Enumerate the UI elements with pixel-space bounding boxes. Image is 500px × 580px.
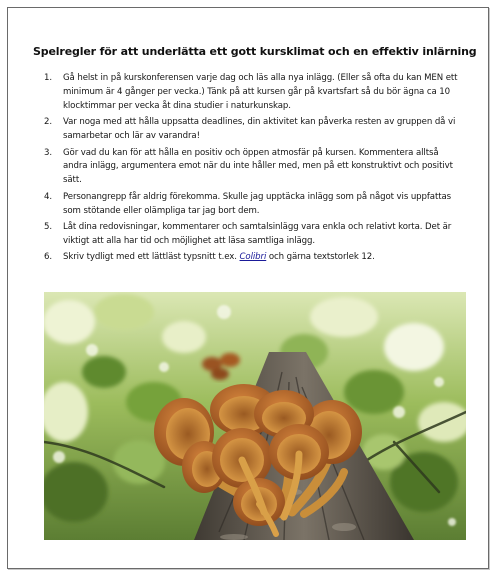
rule-number: 5. <box>44 222 52 233</box>
rule-item <box>44 221 464 249</box>
font-example-link[interactable]: Colibri <box>239 252 267 263</box>
rule-text: Personangrepp får aldrig förekomma. Skulle jag upptäcka inlägg som på något vis uppfattas som stötande eller olämpliga tar jag bort dem. <box>63 191 452 216</box>
rule-text: Låt dina redovisningar, kommentarer och samtalsinlägg vara enkla och relativt korta. Det är viktigt att alla har tid och möjlighet att läsa samtliga inlägg. <box>63 222 452 246</box>
rule-number: 4. <box>44 191 52 202</box>
rule-number: 3. <box>44 147 52 158</box>
rule-item <box>44 147 464 189</box>
rule-text: Gå helst in på kurskonferensen varje dag och läs alla nya inlägg. (Eller så ofta du kan MEN ett minimum är 4 gånger per vecka.) Tänk på att kursen går på kvartsfart så du bör ägna ca 10 klocktimmar per vecka åt dina studier i naturkunskap. <box>63 73 458 111</box>
mushroom-photo <box>44 292 466 540</box>
rule-text: Skriv tydligt med ett lättläst typsnitt t.ex. <box>63 252 240 263</box>
rule-text-end: och gärna textstorlek 12. <box>266 252 375 263</box>
rule-text: Gör vad du kan för att hålla en positiv och öppen atmosfär på kursen. Kommentera alltså andra inlägg, argumentera emot när du inte håller med, men på ett konstruktivt och positivt sätt. <box>63 147 453 186</box>
rule-number: 6. <box>44 252 52 263</box>
rule-text: Var noga med att hålla uppsatta deadlines, din aktivitet kan påverka resten av gruppen då vi samarbetar och lär av varandra! <box>63 117 456 142</box>
rule-number: 1. <box>44 73 52 83</box>
rule-item <box>44 116 464 144</box>
rule-item <box>44 72 464 114</box>
rules-list <box>44 72 464 268</box>
rule-item <box>44 191 464 219</box>
rule-number: 2. <box>44 117 52 128</box>
rule-item <box>44 251 464 265</box>
document-title: Spelregler för att underlätta ett gott kursklimat och en effektiv inlärning <box>33 45 477 58</box>
